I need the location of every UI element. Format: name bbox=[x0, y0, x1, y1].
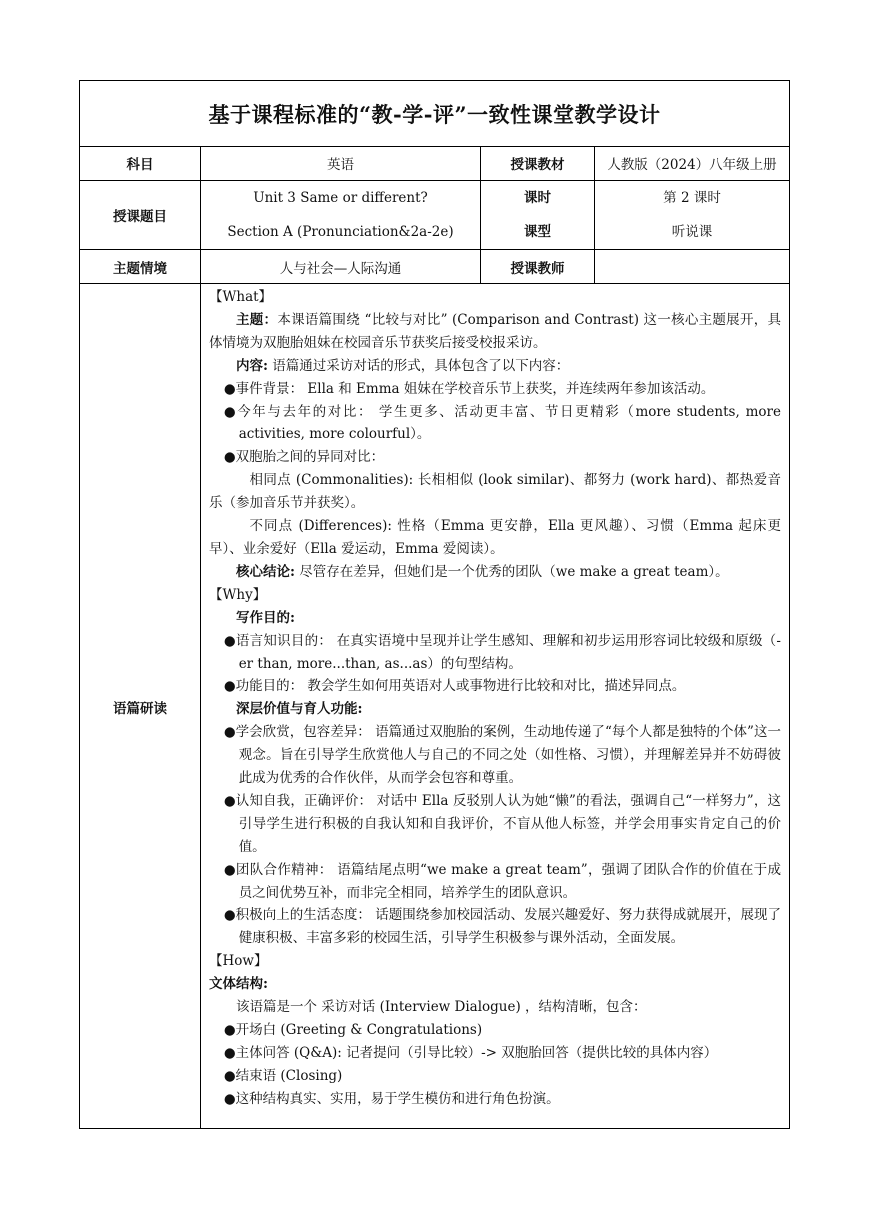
lesson-plan-table bbox=[79, 80, 790, 1129]
theme-label: 主题情境 bbox=[80, 250, 201, 283]
why-bullet-1: ●语言知识目的： 在真实语境中呈现并让学生感知、理解和初步运用形容词比较级和原级（-er than, more...than, as...as）的句型结构。 bbox=[223, 632, 781, 672]
why-bullet-2: ●功能目的： 教会学生如何用英语对人或事物进行比较和对比，描述异同点。 bbox=[223, 678, 686, 695]
why-value-2: ●认知自我，正确评价： 对话中 Ella 反驳别人认为她“懒”的看法，强调自己“一样努力”，这引导学生进行积极的自我认知和自我评价，不盲从他人标签，并学会用事实肯定自己的价值。 bbox=[223, 792, 781, 855]
what-conclusion-text: 尽管存在差异，但她们是一个优秀的团队（we make a great team）。 bbox=[294, 563, 729, 580]
textbook-value: 人教版（2024）八年级上册 bbox=[607, 157, 777, 173]
what-bullet-3: ●双胞胎之间的异同对比： bbox=[223, 449, 385, 466]
analysis-content bbox=[201, 284, 789, 1111]
how-bullet-3: ●结束语 (Closing) bbox=[223, 1067, 343, 1084]
row-topic bbox=[80, 181, 789, 250]
topic-label: 授课题目 bbox=[80, 181, 201, 249]
how-intro: 该语篇是一个 采访对话 (Interview Dialogue) ，结构清晰，包含： bbox=[236, 999, 647, 1016]
what-differences: 不同点 (Differences): 性格（Emma 更安静，Ella 更风趣）、习惯（Emma 起床更早）、业余爱好（Ella 爱运动，Emma 爱阅读）。 bbox=[209, 518, 781, 557]
how-structure-key: 文体结构: bbox=[209, 976, 268, 993]
how-bullet-2: ●主体问答 (Q&A): 记者提问（引导比较）-> 双胞胎回答（提供比较的具体内容） bbox=[223, 1044, 718, 1061]
analysis-label: 语篇研读 bbox=[80, 284, 201, 1129]
teacher-value bbox=[595, 250, 789, 283]
what-theme bbox=[209, 309, 781, 355]
subject-label: 科目 bbox=[80, 146, 201, 180]
why-purpose-key: 写作目的: bbox=[236, 609, 295, 626]
what-conclusion-key: 核心结论: bbox=[236, 563, 295, 580]
period-label: 课时 bbox=[524, 190, 551, 206]
what-bullet-1: ●事件背景： Ella 和 Emma 姐妹在学校音乐节上获奖，并连续两年参加该活动。 bbox=[223, 380, 715, 397]
page-title: 基于课程标准的“教-学-评”一致性课堂教学设计 bbox=[80, 81, 789, 147]
type-value: 听说课 bbox=[671, 224, 713, 240]
subject-value: 英语 bbox=[201, 146, 481, 180]
what-conclusion bbox=[209, 561, 781, 584]
what-commonalities: 相同点 (Commonalities): 长相相似 (look similar)、都努力 (work hard)、都热爱音乐（参加音乐节并获奖）。 bbox=[209, 472, 781, 512]
what-theme-key: 主题： bbox=[236, 311, 278, 328]
what-heading: 【What】 bbox=[209, 289, 273, 305]
what-bullet-2: ●今年与去年的对比： 学生更多、活动更丰富、节日更精彩（more students, more activities, more colourful）。 bbox=[223, 403, 781, 443]
row-subject bbox=[80, 146, 789, 181]
row-theme bbox=[80, 250, 789, 284]
period-value: 第 2 课时 bbox=[663, 190, 721, 206]
what-content-key: 内容: bbox=[236, 357, 268, 374]
topic-line-2: Section A (Pronunciation&2a-2e) bbox=[227, 224, 454, 240]
how-bullet-4: ●这种结构真实、实用，易于学生模仿和进行角色扮演。 bbox=[223, 1090, 560, 1107]
why-value-4: ●积极向上的生活态度： 话题围绕参加校园活动、发展兴趣爱好、努力获得成就展开，展现了健康积极、丰富多彩的校园生活，引导学生积极参与课外活动，全面发展。 bbox=[223, 907, 781, 947]
type-label: 课型 bbox=[524, 224, 551, 240]
how-bullet-1: ●开场白 (Greeting & Congratulations) bbox=[223, 1022, 483, 1038]
what-content bbox=[209, 355, 781, 378]
topic-value bbox=[201, 181, 481, 249]
teacher-label: 授课教师 bbox=[481, 250, 595, 283]
why-value-3: ●团队合作精神： 语篇结尾点明“we make a great team”，强调了团队合作的价值在于成员之间优势互补，而非完全相同，培养学生的团队意识。 bbox=[223, 861, 781, 901]
why-value-1: ●学会欣赏，包容差异： 语篇通过双胞胎的案例，生动地传递了“每个人都是独特的个体”这一观念。旨在引导学生欣赏他人与自己的不同之处（如性格、习惯），并理解差异并不妨碍彼此成为优秀的合作伙伴，从而学会包容和尊重。 bbox=[223, 724, 781, 787]
why-heading: 【Why】 bbox=[209, 586, 267, 603]
what-theme-text: 本课语篇围绕 “比较与对比” (Comparison and Contrast) 这一核心主题展开，具体情境为双胞胎姐妹在校园音乐节获奖后接受校报采访。 bbox=[209, 311, 781, 351]
period-type-values bbox=[595, 181, 789, 249]
topic-line-1: Unit 3 Same or different? bbox=[253, 190, 428, 206]
why-value-key: 深层价值与育人功能: bbox=[236, 701, 363, 718]
theme-value: 人与社会—人际沟通 bbox=[201, 250, 481, 283]
how-heading: 【How】 bbox=[209, 953, 268, 970]
what-content-text: 语篇通过采访对话的形式，具体包含了以下内容： bbox=[267, 357, 570, 374]
textbook-label: 授课教材 bbox=[481, 146, 595, 180]
period-type-labels bbox=[481, 181, 595, 249]
